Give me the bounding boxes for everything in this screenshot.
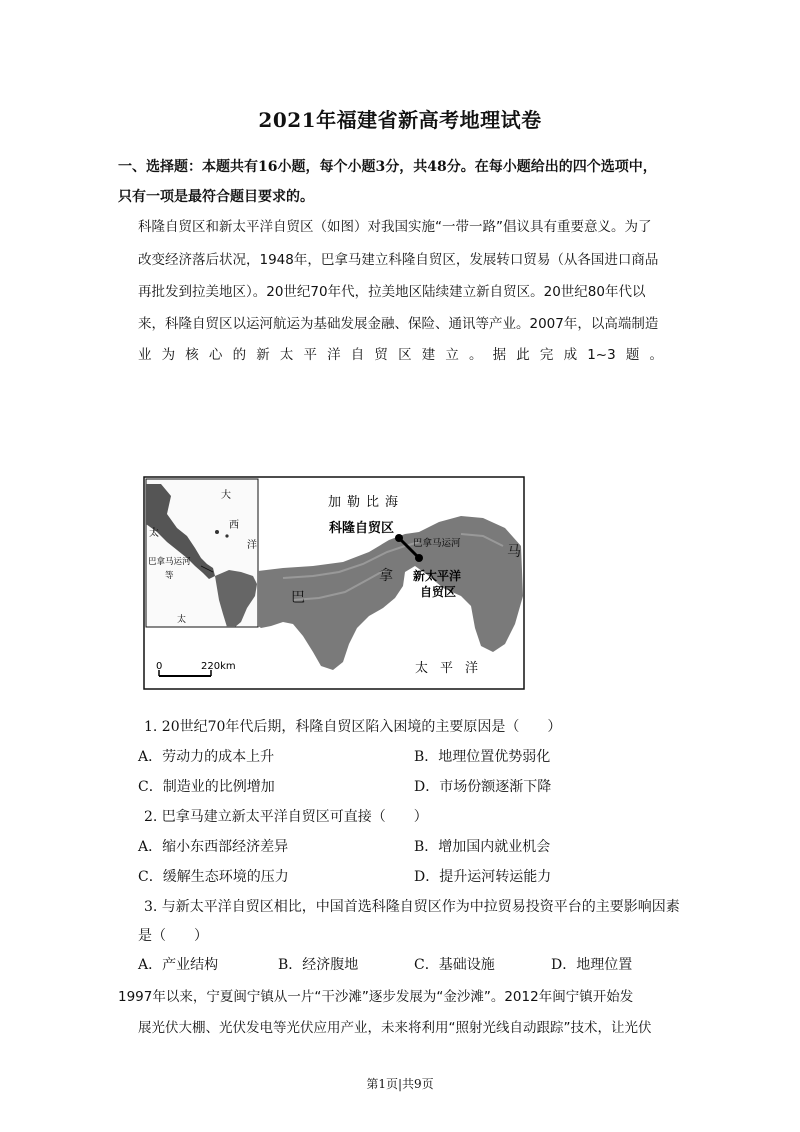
q3-option-d[interactable]: D．地理位置	[551, 957, 633, 973]
caribbean-sea-label: 加勒比海	[328, 495, 405, 510]
country-label-ba: 巴	[291, 590, 305, 606]
new-pacific-label-2: 自贸区	[420, 585, 457, 599]
next-passage-line-1: 1997年以来，宁夏闽宁镇从一片“干沙滩”逐步发展为“金沙滩”。2012年闽宁镇开始发	[118, 989, 634, 1005]
inset-island	[215, 530, 219, 534]
canal-label: 巴拿马运河	[413, 538, 461, 549]
page-title: 2021年福建省新高考地理试卷	[258, 108, 542, 132]
q1-option-b[interactable]: B．地理位置优势弱化	[414, 749, 551, 765]
q3-option-c[interactable]: C．基础设施	[414, 957, 495, 973]
inset-label-canal-end: 等	[165, 571, 174, 581]
pacific-ocean-label: 太平洋	[415, 661, 491, 676]
q2-option-a[interactable]: A．缩小东西部经济差异	[138, 839, 289, 855]
q1-option-c[interactable]: C．制造业的比例增加	[138, 779, 275, 795]
section-heading-line-2: 只有一项是最符合题目要求的。	[118, 189, 314, 205]
scale-zero-label: 0	[156, 661, 163, 672]
q2-option-b[interactable]: B．增加国内就业机会	[414, 839, 551, 855]
passage-line-5: 业为核心的新太平洋自贸区建立。据此完成1~3题。	[138, 347, 663, 363]
next-passage-line-2: 展光伏大棚、光伏发电等光伏应用产业，未来将利用“照射光线自动跟踪”技术，让光伏	[138, 1020, 652, 1036]
q3-option-b[interactable]: B．经济腹地	[278, 957, 359, 973]
inset-label-pacific: 太	[177, 615, 187, 625]
scale-km-label: 220km	[201, 661, 236, 672]
inset-label-yang: 洋	[247, 540, 257, 551]
colon-marker	[395, 534, 403, 542]
passage-line-1: 科隆自贸区和新太平洋自贸区（如图）对我国实施“一带一路”倡议具有重要意义。为了	[138, 219, 652, 235]
country-label-na: 拿	[379, 568, 393, 584]
inset-label-tai: 太	[149, 528, 159, 539]
inset-label-canal: 巴拿马运河	[148, 557, 191, 567]
q1-option-a[interactable]: A．劳动力的成本上升	[138, 749, 275, 765]
section-heading-line-1: 一、选择题：本题共有16小题，每个小题3分，共48分。在每小题给出的四个选项中，	[118, 159, 657, 175]
inset-label-xi: 西	[229, 520, 239, 531]
q3-option-a[interactable]: A．产业结构	[138, 957, 219, 973]
colon-zone-label: 科隆自贸区	[329, 521, 395, 536]
new-pacific-marker	[415, 554, 423, 562]
passage-line-3: 再批发到拉美地区）。20世纪70年代，拉美地区陆续建立新自贸区。20世纪80年代以	[138, 284, 646, 300]
q1-option-d[interactable]: D．市场份额逐渐下降	[414, 779, 552, 795]
inset-island	[225, 534, 228, 537]
passage-line-2: 改变经济落后状况，1948年，巴拿马建立科隆自贸区，发展转口贸易（从各国进口商品	[138, 252, 659, 268]
panama-map-figure	[143, 476, 525, 690]
question-1: 1. 20世纪70年代后期，科隆自贸区陷入困境的主要原因是（ ）	[144, 719, 562, 735]
passage-line-4: 来，科隆自贸区以运河航运为基础发展金融、保险、通讯等产业。2007年，以高端制造	[138, 316, 659, 332]
new-pacific-label: 新太平洋	[413, 569, 462, 583]
page-footer: 第1页|共9页	[366, 1077, 434, 1091]
question-3-line-1: 3. 与新太平洋自贸区相比，中国首选科隆自贸区作为中拉贸易投资平台的主要影响因素	[144, 899, 680, 915]
q2-option-d[interactable]: D．提升运河转运能力	[414, 869, 552, 885]
q2-option-c[interactable]: C．缓解生态环境的压力	[138, 869, 289, 885]
question-2: 2. 巴拿马建立新太平洋自贸区可直接（ ）	[144, 809, 428, 825]
country-label-ma: 马	[507, 544, 521, 560]
inset-label-da: 大	[221, 490, 231, 501]
question-3-line-2: 是（ ）	[138, 928, 208, 944]
